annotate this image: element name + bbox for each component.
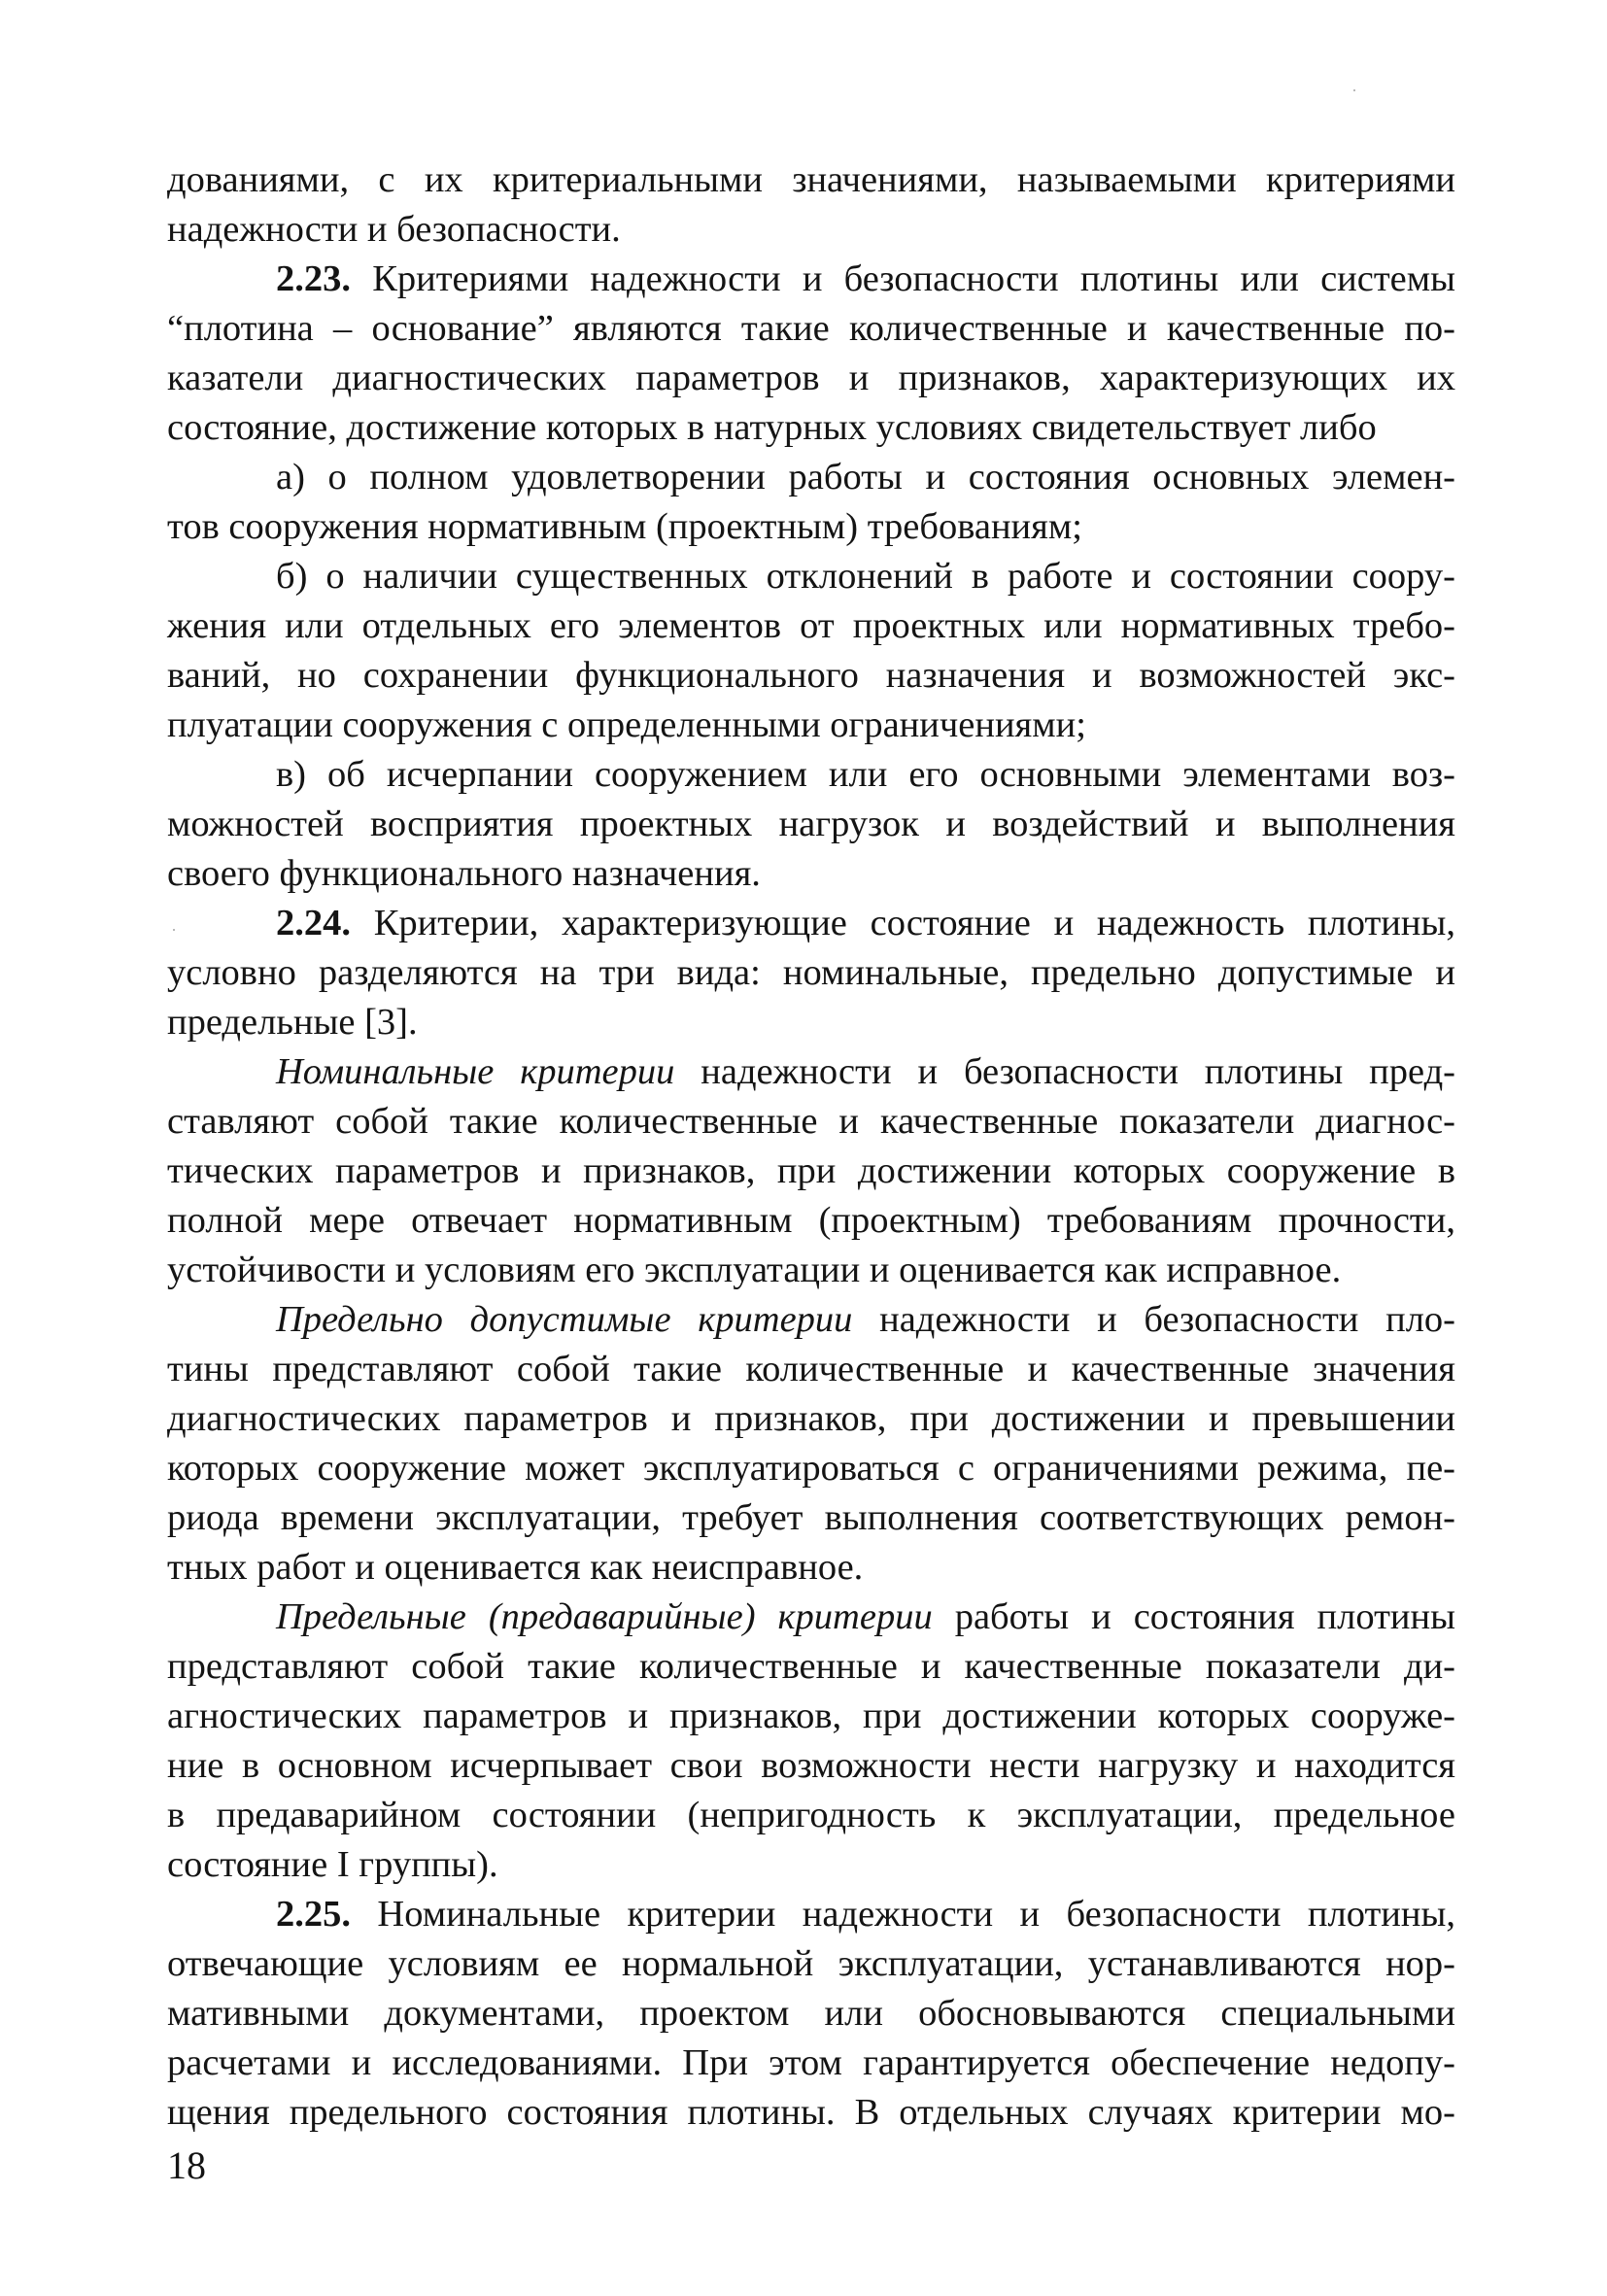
text-line xyxy=(167,1989,1455,2039)
text-run: устойчивости и условиям его эксплуатации и оценивается как исправное. xyxy=(167,1250,1342,1290)
text-run: которых сооружение может эксплуатироваться с ограничениями режима, пе- xyxy=(167,1448,1455,1489)
text-run: ваний, но сохранении функционального назначения и возможностей экс- xyxy=(167,655,1455,696)
text-run: мативными документами, проектом или обосновываются специальными xyxy=(167,1993,1455,2034)
text-line xyxy=(167,453,1455,502)
text-line xyxy=(167,205,1455,255)
text-line xyxy=(167,651,1455,701)
text-line xyxy=(167,1097,1455,1147)
text-line xyxy=(167,2039,1455,2088)
text-line xyxy=(167,849,1455,899)
text-line xyxy=(167,1147,1455,1196)
text-line xyxy=(167,1394,1455,1444)
text-line xyxy=(167,1791,1455,1840)
text-line xyxy=(167,502,1455,552)
text-run: диагностических параметров и признаков, при достижении и превышении xyxy=(167,1398,1455,1439)
text-run: Критерии, характеризующие состояние и надежность плотины, xyxy=(351,903,1455,943)
text-line xyxy=(167,948,1455,998)
text-run: условно разделяются на три вида: номинальные, предельно допустимые и xyxy=(167,952,1455,993)
text-line xyxy=(167,1840,1455,1890)
paragraph-p-limit xyxy=(167,1593,1455,1890)
text-line xyxy=(167,1543,1455,1593)
text-line xyxy=(167,750,1455,800)
text-run: казатели диагностических параметров и признаков, характеризующих их xyxy=(167,358,1455,398)
section-number: 2.24. xyxy=(276,903,351,943)
text-line xyxy=(167,354,1455,403)
text-line xyxy=(167,1890,1455,1939)
text-run: тины представляют собой такие количественные и качественные значения xyxy=(167,1349,1455,1389)
paragraph-p-nominal xyxy=(167,1047,1455,1295)
italic-term: Номинальные критерии xyxy=(276,1051,675,1092)
text-run: в) об исчерпании сооружением или его основными элементами воз- xyxy=(276,754,1455,795)
text-run: а) о полном удовлетворении работы и состояния основных элемен- xyxy=(276,457,1455,497)
text-line xyxy=(167,601,1455,651)
text-run: расчетами и исследованиями. При этом гарантируется обеспечение недопу- xyxy=(167,2042,1455,2083)
text-run: б) о наличии существенных отклонений в работе и состоянии соору- xyxy=(276,556,1455,597)
text-run: надежности и безопасности. xyxy=(167,209,621,250)
text-line xyxy=(167,800,1455,849)
text-run: полной мере отвечает нормативным (проектным) требованиям прочности, xyxy=(167,1200,1455,1241)
text-line xyxy=(167,1642,1455,1692)
text-line xyxy=(167,1246,1455,1295)
text-line xyxy=(167,1692,1455,1741)
section-number: 2.23. xyxy=(276,258,351,299)
text-run: тических параметров и признаков, при достижении которых сооружение в xyxy=(167,1150,1455,1191)
text-line xyxy=(167,255,1455,304)
scan-speck xyxy=(173,929,175,931)
text-line xyxy=(167,998,1455,1047)
text-run: в предаварийном состоянии (непригодность к эксплуатации, предельное xyxy=(167,1795,1455,1835)
text-line xyxy=(167,899,1455,948)
text-run: предельные [3]. xyxy=(167,1002,418,1043)
text-run: риода времени эксплуатации, требует выполнения соответствующих ремон- xyxy=(167,1497,1455,1538)
text-run: надежности и безопасности плотины пред- xyxy=(674,1051,1455,1092)
text-run: Критериями надежности и безопасности плотины или системы xyxy=(351,258,1455,299)
text-line xyxy=(167,1047,1455,1097)
page-body xyxy=(167,155,1455,2138)
section-number: 2.25. xyxy=(276,1894,351,1935)
text-line xyxy=(167,403,1455,453)
text-run: представляют собой такие количественные и качественные показатели ди- xyxy=(167,1646,1455,1687)
text-line xyxy=(167,1593,1455,1642)
text-run: состояние, достижение которых в натурных условиях свидетельствует либо xyxy=(167,407,1377,448)
text-run: тных работ и оценивается как неисправное. xyxy=(167,1547,864,1588)
italic-term: Предельные (предаварийные) критерии xyxy=(276,1596,933,1637)
text-run: состояние I группы). xyxy=(167,1844,498,1885)
text-run: тов сооружения нормативным (проектным) требованиям; xyxy=(167,506,1082,547)
paragraph-p-a xyxy=(167,453,1455,552)
scan-speck xyxy=(1353,89,1355,91)
text-line xyxy=(167,304,1455,354)
text-line xyxy=(167,1444,1455,1493)
text-run: дованиями, с их критериальными значениями, называемыми критериями xyxy=(167,159,1455,200)
text-run: жения или отдельных его элементов от проектных или нормативных требо- xyxy=(167,605,1455,646)
text-line xyxy=(167,1493,1455,1543)
text-line xyxy=(167,1741,1455,1791)
text-line xyxy=(167,701,1455,750)
text-run: “плотина – основание” являются такие количественные и качественные по- xyxy=(167,308,1455,349)
text-line xyxy=(167,2088,1455,2138)
text-run: работы и состояния плотины xyxy=(932,1596,1455,1637)
text-line xyxy=(167,1196,1455,1246)
text-run: щения предельного состояния плотины. В отдельных случаях критерии мо- xyxy=(167,2092,1455,2133)
text-run: ставляют собой такие количественные и качественные показатели диагнос- xyxy=(167,1101,1455,1142)
text-line xyxy=(167,1345,1455,1394)
text-line xyxy=(167,552,1455,601)
text-line xyxy=(167,155,1455,205)
text-line xyxy=(167,1939,1455,1989)
text-line xyxy=(167,1295,1455,1345)
page-number: 18 xyxy=(167,2143,206,2187)
text-run: отвечающие условиям ее нормальной эксплуатации, устанавливаются нор- xyxy=(167,1943,1455,1984)
paragraph-p-2-24 xyxy=(167,899,1455,1047)
text-run: агностических параметров и признаков, при достижении которых сооруже- xyxy=(167,1696,1455,1736)
paragraph-p-b xyxy=(167,552,1455,750)
text-run: ние в основном исчерпывает свои возможности нести нагрузку и находится xyxy=(167,1745,1455,1786)
paragraph-p0 xyxy=(167,155,1455,255)
text-run: плуатации сооружения с определенными ограничениями; xyxy=(167,704,1086,745)
text-run: надежности и безопасности пло- xyxy=(852,1299,1455,1340)
paragraph-p-2-23 xyxy=(167,255,1455,453)
text-run: Номинальные критерии надежности и безопасности плотины, xyxy=(351,1894,1455,1935)
italic-term: Предельно допустимые критерии xyxy=(276,1299,853,1340)
paragraph-p-permissible xyxy=(167,1295,1455,1593)
paragraph-p-2-25 xyxy=(167,1890,1455,2138)
text-run: можностей восприятия проектных нагрузок и воздействий и выполнения xyxy=(167,804,1455,844)
text-run: своего функционального назначения. xyxy=(167,853,761,894)
paragraph-p-v xyxy=(167,750,1455,899)
